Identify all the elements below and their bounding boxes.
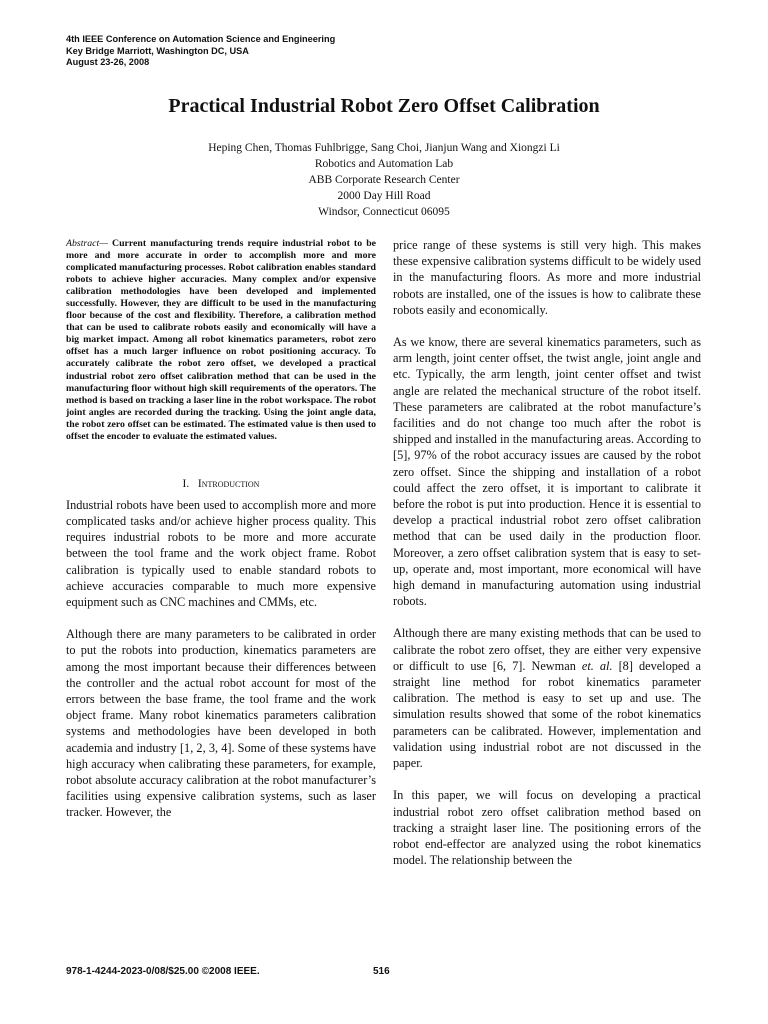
author-city: Windsor, Connecticut 06095 — [318, 206, 450, 218]
author-lab: Robotics and Automation Lab — [314, 158, 454, 170]
section-title: Introduction — [197, 477, 260, 490]
right-paragraph-1: price range of these systems is still very high. This makes these expensive calibration systems difficult to be widely used in the manufacturing floors. As more and more industrial robots are installed, one of the issues is how to calibrate these robots easily and economically. — [393, 238, 701, 317]
et-al: et. al. — [581, 658, 613, 673]
right-paragraph-4: In this paper, we will focus on developing a practical industrial robot zero offset calibration method based on tracking a straight laser line. The positioning errors of the robot end-effector are analyzed using the robot kinematics model. The relationship between the — [393, 788, 701, 868]
conference-dates: August 23-26, 2008 — [66, 57, 150, 67]
intro-paragraph-2: Although there are many parameters to be calibrated in order to put the robots into production, kinematics parameters are among the most important because their differences between the controller and the actual robot account for most of the errors between the base frame, the tool frame and the work object frame. Many robot kinematics parameters calibration systems and methodologies have been developed in both academia and industry [1, 2, 3, 4]. Some of these systems have high accuracy when calibrating these parameters, for example, robot absolute accuracy calibration at the robot manufacturer’s facilities using expensive calibration systems, such as laser tracker. However, the — [66, 627, 376, 820]
abstract — [66, 238, 376, 443]
conference-venue: Key Bridge Marriott, Washington DC, USA — [66, 45, 249, 56]
right-paragraph-3 — [393, 625, 701, 771]
author-block — [0, 140, 768, 220]
author-organization: ABB Corporate Research Center — [308, 174, 460, 186]
page-number: 516 — [373, 966, 390, 977]
right-paragraph-3-part-b: [8] developed a straight line method for robot kinematics parameter calibration. The method is easy to set up and use. The simulation results showed that some of the robot kinematics parameters can be calibrated. However, implementation and validation using industrial robot are not discussed in the paper. — [393, 658, 701, 771]
author-names: Heping Chen, Thomas Fuhlbrigge, Sang Choi, Jianjun Wang and Xiongzi Li — [208, 142, 560, 154]
conference-name: 4th IEEE Conference on Automation Science and Engineering — [66, 34, 336, 44]
right-paragraph-3-part-a: Although there are many existing methods that can be used to calibrate the robot zero offset, they are either very expensive or difficult to use [6, 7]. Newman — [393, 626, 701, 673]
abstract-label: Abstract — [66, 238, 100, 249]
right-column — [393, 237, 701, 868]
abstract-text: Current manufacturing trends require industrial robot to be more and more accurate in order to accomplish more and more complicated manufacturing processes. Robot calibration enables standard robots to achieve higher accuracies. Many complex and/or expensive calibration methodologies have been developed and implemented successfully. However, they are difficult to be used in the manufacturing floor because of the cost and flexibility. Therefore, a calibration method that can be used to calibrate robots easily and economically will have a big market impact. Among all robot kinematics parameters, robot zero offset has a much larger influence on robot positioning accuracy. To accurately calibrate the robot zero offset, we developed a practical industrial robot zero offset calibration method that can be used in the manufacturing floor without high skill requirements of the operators. The method is based on tracking a laser line in the robot workspace. The robot joint angles are recorded during the tracking. Using the joint angle data, the robot zero offset can be estimated. The estimated value is then used to offset the encoder to evaluate the estimated values. — [66, 238, 376, 442]
intro-paragraph-1: Industrial robots have been used to accomplish more and more complicated tasks and/or achieve higher process quality. This requires industrial robots to be more and more accurate between the tool frame and the work object frame. Robot calibration is typically used to enable standard robots to achieve accuracies comparable to much more expensive equipment such as CNC machines and CMMs, etc. — [66, 497, 376, 610]
right-paragraph-2: As we know, there are several kinematics parameters, such as arm length, joint center offset, the twist angle, joint angle and etc. Typically, the arm length, joint center offset and twist angle are related the mechanical structure of the robot itself. These parameters are calibrated at the robot manufacture’s facilities and do not change too much after the robot is shipped and installed in the manufacturing areas. According to [5], 97% of the robot accuracy issues are caused by the robot zero offset. Since the shipping and installation of a robot could affect the zero offset, it is important to calibrate it before the robot is put into production. Hence it is essential to develop a practical industrial robot zero offset calibration method that can be used daily in the production floor. Moreover, a zero offset calibration system that is easy to set-up, operate and, most important, more economical will have high demand in manufacturing automation using industrial robots. — [393, 335, 701, 609]
abstract-dash: — — [99, 238, 113, 249]
conference-header — [66, 34, 335, 69]
section-heading-introduction — [66, 477, 376, 491]
footer-copyright: 978-1-4244-2023-0/08/$25.00 ©2008 IEEE. — [66, 966, 260, 977]
paper-title: Practical Industrial Robot Zero Offset Calibration — [168, 95, 600, 117]
author-street: 2000 Day Hill Road — [337, 190, 431, 202]
section-number: I. — [182, 477, 190, 490]
left-column — [66, 238, 376, 821]
